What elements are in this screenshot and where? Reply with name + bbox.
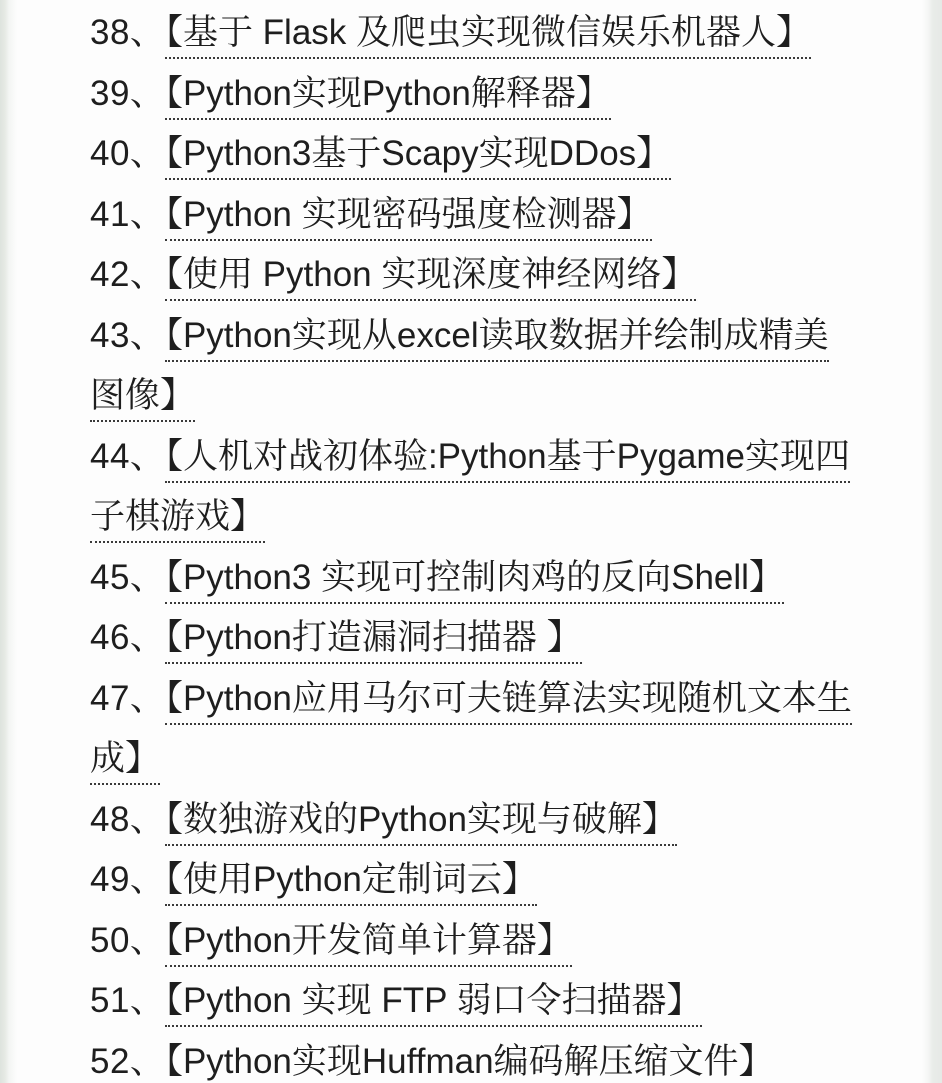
list-item-line (90, 548, 882, 609)
list-item-line (90, 790, 882, 851)
list-item-line (90, 911, 882, 972)
item-number: 52、 (90, 1041, 166, 1081)
project-link[interactable]: 图像】 (90, 376, 195, 422)
project-link[interactable]: 【使用Python定制词云】 (165, 860, 536, 906)
item-number: 51、 (90, 981, 166, 1020)
list-item-line (90, 185, 882, 246)
project-link[interactable]: 【Python开发简单计算器】 (165, 921, 571, 967)
project-link[interactable]: 成】 (90, 739, 160, 785)
item-number: 45、 (90, 557, 166, 597)
project-link[interactable]: 【数独游戏的Python实现与破解】 (165, 800, 676, 846)
item-number: 46、 (90, 618, 166, 657)
item-number: 41、 (90, 194, 166, 234)
project-link[interactable]: 【人机对战初体验:Python基于Pygame实现四 (165, 437, 850, 483)
project-link[interactable]: 【Python实现从excel读取数据并绘制成精美 (165, 316, 828, 362)
project-link[interactable]: 子棋游戏】 (90, 497, 265, 543)
list-item-line (90, 427, 882, 488)
project-link[interactable]: 【Python实现Huffman编码解压缩文件】 (165, 1042, 773, 1083)
list-item-line (90, 487, 882, 548)
project-link[interactable]: 【Python 实现密码强度检测器】 (165, 195, 651, 241)
project-link[interactable]: 【使用 Python 实现深度神经网络】 (165, 255, 696, 301)
list-item-line (90, 64, 882, 125)
list-item-line (90, 608, 882, 669)
item-number: 44、 (90, 436, 166, 476)
item-number: 38、 (90, 13, 166, 52)
page-edge-right (922, 0, 942, 1083)
item-number: 40、 (90, 134, 166, 173)
list-item-line (90, 124, 882, 185)
list-item-line (90, 1032, 882, 1083)
item-number: 42、 (90, 255, 166, 294)
list-item-line (90, 729, 882, 790)
project-link[interactable]: 【Python3基于Scapy实现DDos】 (165, 134, 671, 180)
list-item-line (90, 669, 882, 730)
list-item-line (90, 245, 882, 306)
list-item-line (90, 306, 882, 367)
list-item-line (90, 850, 882, 911)
item-number: 47、 (90, 678, 166, 718)
project-link[interactable]: 【Python应用马尔可夫链算法实现随机文本生 (165, 679, 851, 725)
project-link[interactable]: 【Python实现Python解释器】 (165, 74, 610, 120)
project-link[interactable]: 【基于 Flask 及爬虫实现微信娱乐机器人】 (165, 13, 811, 59)
item-number: 50、 (90, 920, 166, 960)
list-item-line (90, 971, 882, 1032)
project-link[interactable]: 【Python3 实现可控制肉鸡的反向Shell】 (165, 558, 783, 604)
project-link[interactable]: 【Python 实现 FTP 弱口令扫描器】 (165, 981, 701, 1027)
item-number: 39、 (90, 73, 166, 113)
project-link[interactable]: 【Python打造漏洞扫描器 】 (165, 618, 581, 664)
list-item-line (90, 3, 882, 64)
page-edge-left (0, 0, 18, 1083)
list-item-line (90, 366, 882, 427)
item-number: 43、 (90, 315, 166, 355)
item-number: 49、 (90, 860, 166, 899)
item-number: 48、 (90, 799, 166, 839)
